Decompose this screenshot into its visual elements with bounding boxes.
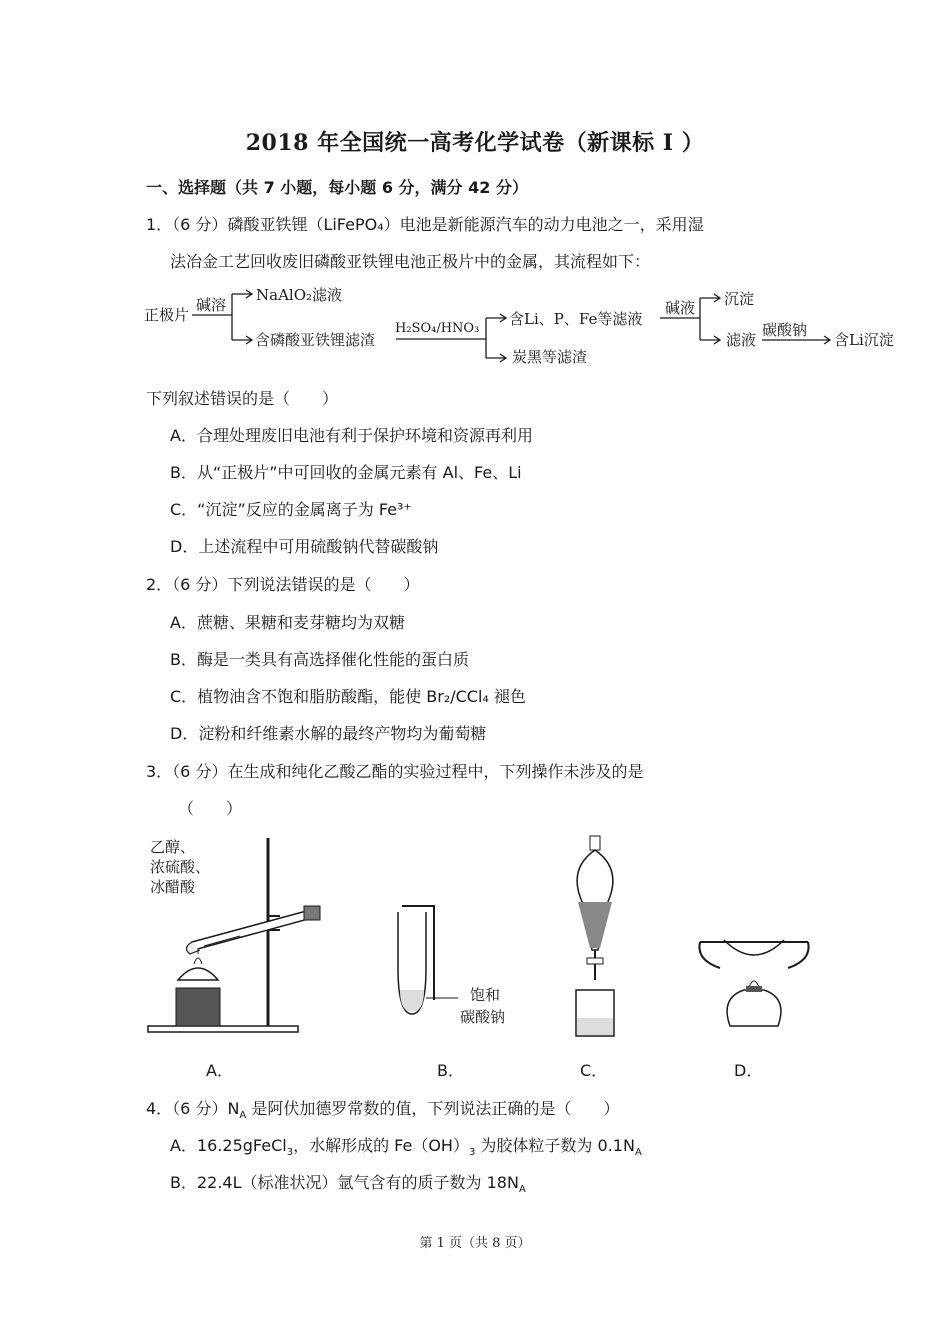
q2-stem: 2．（6 分）下列说法错误的是（ ）: [146, 575, 420, 594]
flow-out7: 含Li沉淀: [834, 331, 894, 349]
q1-flow-diagram: [140, 282, 920, 374]
apparatus-c: [576, 836, 614, 1036]
flow-out3: 含Li、P、Fe等滤液: [509, 310, 643, 328]
q3-label-b: B．: [437, 1061, 464, 1080]
flow-step1: 碱溶: [196, 296, 227, 314]
q3-apparatus-figure: [140, 830, 820, 1045]
q3-label-d: D．: [734, 1061, 763, 1080]
svg-text:冰醋酸: 冰醋酸: [150, 878, 196, 896]
flow-step3: 碱液: [665, 299, 696, 317]
q1-option-b: B．从“正极片”中可回收的金属元素有 Al、Fe、Li: [170, 463, 522, 482]
q4-stem: 4．（6 分）$N_A$ 是阿伏加德罗常数的值，下列说法正确的是（ ）: [146, 1099, 620, 1122]
svg-text:饱和: 饱和: [470, 986, 501, 1004]
apparatus-b: [398, 906, 505, 1026]
page-title: 2018 年全国统一高考化学试卷（新课标 I ）: [245, 130, 705, 156]
q1-option-d: D．上述流程中可用硫酸钠代替碳酸钠: [170, 537, 439, 556]
q2-option-c: C．植物油含不饱和脂肪酸酯，能使 Br₂/CCl₄ 褪色: [170, 687, 526, 706]
flow-step2: H₂SO₄/HNO₃: [395, 321, 480, 336]
flow-out1: NaAlO₂滤液: [256, 286, 343, 304]
flow-out5: 沉淀: [724, 290, 755, 308]
q2-option-a: A．蔗糖、果糖和麦芽糖均为双糖: [170, 613, 405, 632]
flow-step4: 碳酸钠: [762, 321, 808, 339]
q3-label-c: C．: [580, 1061, 608, 1080]
q2-option-d: D．淀粉和纤维素水解的最终产物均为葡萄糖: [170, 724, 487, 743]
svg-text:碳酸钠: 碳酸钠: [460, 1008, 506, 1026]
q1-option-c: C．“沉淀”反应的金属离子为 Fe³⁺: [170, 500, 412, 519]
q3-label-a: A．: [206, 1061, 233, 1080]
q3-stem-line2: （ ）: [178, 799, 243, 818]
flow-out6: 滤液: [726, 331, 757, 349]
q2-option-b: B．酶是一类具有高选择催化性能的蛋白质: [170, 650, 469, 669]
section-heading: 一、选择题（共 7 小题，每小题 6 分，满分 42 分）: [146, 178, 528, 197]
page-footer: 第 1 页（共 8 页）: [419, 1236, 531, 1251]
apparatus-d: [699, 940, 808, 1026]
flow-out2: 含磷酸亚铁锂滤渣: [255, 331, 376, 349]
apparatus-a: [148, 838, 320, 1032]
q1-option-a: A．合理处理废旧电池有利于保护环境和资源再利用: [170, 426, 533, 445]
q1-stem-line2: 法冶金工艺回收废旧磷酸亚铁锂电池正极片中的金属，其流程如下：: [170, 252, 651, 271]
q1-stem-line1: 1．（6 分）磷酸亚铁锂（LiFePO₄）电池是新能源汽车的动力电池之一，采用湿: [146, 215, 704, 234]
q4-option-a: A．16.25gFeCl$_3$，水解形成的 $Fe(OH)_3$ 为胶体粒子数为 $0.1N_A$: [170, 1136, 642, 1159]
svg-text:浓硫酸、: 浓硫酸、: [150, 858, 211, 876]
flow-out4: 炭黑等滤渣: [512, 348, 588, 366]
q3-stem-line1: 3．（6 分）在生成和纯化乙酸乙酯的实验过程中，下列操作未涉及的是: [146, 762, 644, 781]
q4-option-b: B．22.4L（标准状况）氩气含有的质子数为 $18N_A$: [170, 1173, 526, 1196]
q1-question: 下列叙述错误的是（ ）: [146, 389, 339, 408]
flow-start: 正极片: [144, 306, 190, 324]
svg-text:乙醇、: 乙醇、: [150, 838, 196, 856]
